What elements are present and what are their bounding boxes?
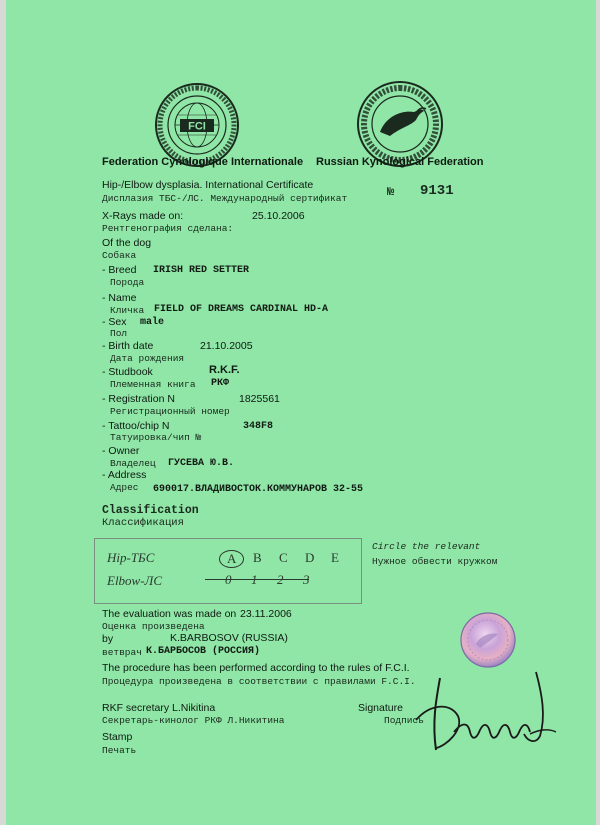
elbow-label: Elbow-ЛС	[107, 573, 163, 588]
evaluation-label: The evaluation was made on	[102, 608, 237, 620]
hip-grade-c: C	[279, 550, 288, 565]
birth-label-ru: Дата рождения	[110, 353, 185, 364]
hip-grade-d: D	[305, 550, 315, 565]
elbow-grade-3: 3	[303, 572, 310, 587]
name-value: FIELD OF DREAMS CARDINAL HD-A	[154, 304, 329, 315]
evaluation-label-ru: Оценка произведена	[102, 621, 205, 632]
name-label: - Name	[102, 292, 137, 304]
hip-grade-e: E	[331, 550, 339, 565]
elbow-grade-1: 1	[251, 572, 258, 587]
owner-value: ГУСЕВА Ю.В.	[168, 458, 235, 469]
fci-org-name: Federation Cynologique Internationale	[102, 156, 304, 168]
owner-label-ru: Владелец	[110, 458, 156, 469]
procedure-text-ru: Процедура произведена в соответствии с правилами F.C.I.	[102, 676, 416, 687]
studbook-value-ru: РКФ	[211, 378, 230, 389]
breed-label: - Breed	[102, 264, 137, 276]
xray-label: X-Rays made on:	[102, 210, 184, 222]
sex-value: male	[140, 317, 165, 328]
classification-label-ru: Классификация	[102, 517, 184, 529]
tattoo-label: - Tattoo/chip N	[102, 420, 170, 432]
registration-label: - Registration N	[102, 393, 175, 405]
registration-label-ru: Регистрационный номер	[110, 406, 230, 417]
by-label: by	[102, 633, 114, 645]
birth-label: - Birth date	[102, 340, 154, 352]
sex-label: - Sex	[102, 316, 127, 328]
secretary-label-ru: Секретарь-кинолог РКФ Л.Никитина	[102, 715, 285, 726]
breed-label-ru: Порода	[110, 277, 145, 288]
hip-grade-a: A	[219, 550, 244, 568]
evaluation-date: 23.11.2006	[240, 608, 292, 620]
dog-label-ru: Собака	[102, 250, 137, 261]
xray-label-ru: Рентгенография сделана:	[102, 223, 234, 234]
circle-hint: Circle the relevant	[372, 541, 481, 552]
title-ru: Дисплазия ТБС-/ЛС. Международный сертификат	[102, 193, 348, 204]
svg-text:FCI: FCI	[188, 120, 206, 133]
signature-label: Signature	[358, 702, 403, 714]
vet-name-ru: К.БАРБОСОВ (РОССИЯ)	[146, 646, 261, 657]
by-label-ru: ветврач	[102, 647, 142, 658]
tattoo-value: 348F8	[243, 421, 274, 432]
dog-label: Of the dog	[102, 237, 152, 249]
birth-value: 21.10.2005	[200, 340, 253, 352]
title-en: Hip-/Elbow dysplasia. International Certificate	[102, 179, 314, 191]
certificate-number: 9131	[420, 183, 454, 199]
signature-label-ru: Подпись	[384, 715, 424, 726]
owner-label: - Owner	[102, 445, 140, 457]
hip-label: Hip-ТБС	[107, 550, 155, 565]
address-label-ru: Адрес	[110, 482, 139, 493]
sex-label-ru: Пол	[110, 328, 128, 339]
number-sign: №	[387, 185, 395, 199]
studbook-label-ru: Племенная книга	[110, 379, 196, 390]
address-label: - Address	[102, 469, 147, 481]
rkf-org-name: Russian Kynological Federation	[316, 156, 484, 168]
address-value: 690017.ВЛАДИВОСТОК.КОММУНАРОВ 32-55	[153, 484, 364, 495]
tattoo-label-ru: Татуировка/чип №	[110, 432, 202, 443]
hip-grade-b: B	[253, 550, 262, 565]
elbow-grade-0: 0	[225, 572, 232, 587]
stamp-label: Stamp	[102, 731, 133, 743]
secretary-label: RKF secretary L.Nikitina	[102, 702, 216, 714]
procedure-text: The procedure has been performed according to the rules of F.C.I.	[102, 662, 410, 674]
xray-date: 25.10.2006	[252, 210, 305, 222]
elbow-grade-2: 2	[277, 572, 284, 587]
studbook-value: R.K.F.	[209, 364, 240, 376]
studbook-label: - Studbook	[102, 366, 153, 378]
stamp-label-ru: Печать	[102, 745, 137, 756]
circle-hint-ru: Нужное обвести кружком	[372, 556, 498, 567]
classification-label: Classification	[102, 504, 199, 517]
vet-name: K.BARBOSOV (RUSSIA)	[170, 632, 288, 644]
rkf-logo	[356, 80, 444, 168]
breed-value: IRISH RED SETTER	[153, 265, 250, 276]
elbow-strike-line	[205, 579, 309, 580]
registration-value: 1825561	[239, 393, 280, 405]
handwritten-signature	[406, 660, 566, 760]
classification-box	[94, 538, 362, 604]
certificate-sheet	[6, 0, 596, 825]
name-label-ru: Кличка	[110, 305, 145, 316]
